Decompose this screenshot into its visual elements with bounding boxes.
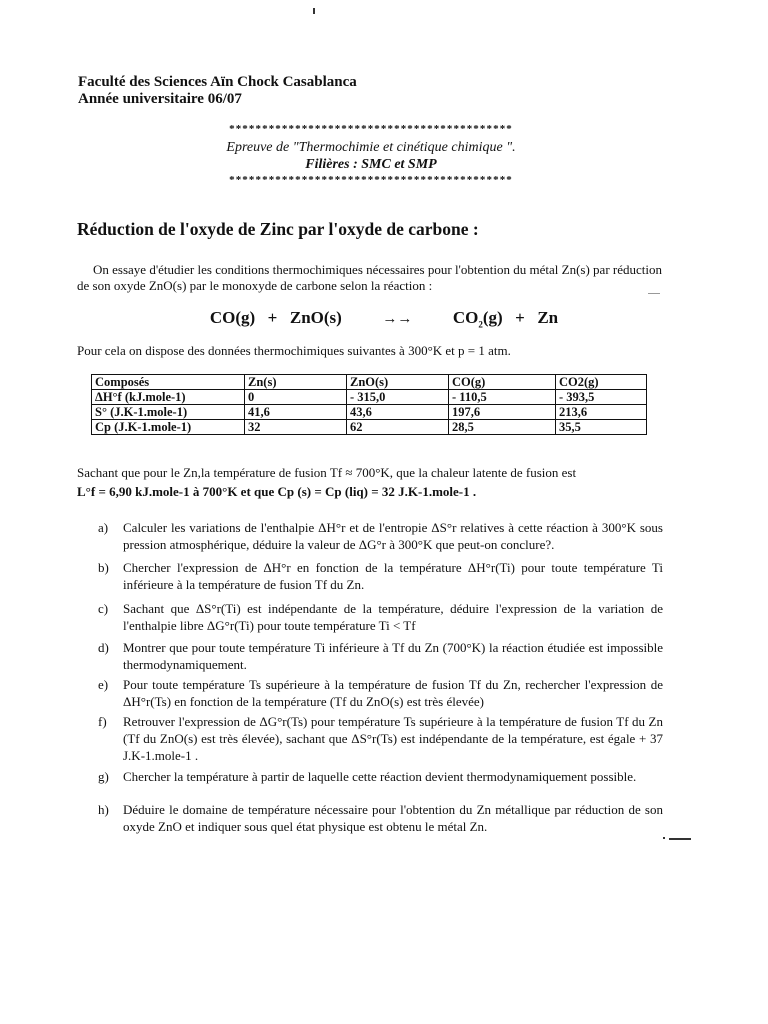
intro-paragraph: On essaye d'étudier les conditions thermochimiques nécessaires pour l'obtention du métal Zn(s) par réduction de son oxyde ZnO(s) par le monoxyde de carbone selon la réaction : (77, 262, 662, 293)
table-header-cell: Zn(s) (245, 375, 347, 390)
question-text: Montrer que pour toute température Ti inférieure à Tf du Zn (700°K) la réaction étudiée est impossible thermodynamiquement. (123, 640, 663, 672)
fusion-line-2: L°f = 6,90 kJ.mole-1 à 700°K et que Cp (s) = Cp (liq) = 32 J.K-1.mole-1 . (77, 484, 477, 499)
table-cell: - 110,5 (449, 390, 556, 405)
question-g (98, 768, 663, 785)
table-row (92, 390, 647, 405)
question-text: Chercher l'expression de ΔH°r en fonction de la température ΔH°r(Ti) pour toute température Ti inférieure à la température de fusion Tf du Zn. (123, 560, 663, 592)
faculty-name: Faculté des Sciences Aïn Chock Casablanca (78, 74, 357, 90)
table-cell: 28,5 (449, 420, 556, 435)
scan-speck (313, 8, 315, 14)
question-text: Déduire le domaine de température nécessaire pour l'obtention du Zn métallique par réduction de son oxyde ZnO et indiquer sous quel état physique est obtenu le métal Zn. (123, 802, 663, 834)
scan-speck (663, 837, 665, 839)
question-e (98, 676, 663, 710)
stars-bottom: ******************************************* (229, 174, 513, 186)
table-cell: 62 (347, 420, 449, 435)
question-label: a) (98, 520, 109, 535)
question-label: h) (98, 802, 109, 817)
table-cell: - 315,0 (347, 390, 449, 405)
table-header-cell: Composés (92, 375, 245, 390)
question-label: g) (98, 769, 109, 784)
question-label: d) (98, 640, 109, 655)
table-cell: 41,6 (245, 405, 347, 420)
table-header-cell: ZnO(s) (347, 375, 449, 390)
equation-rhs-rest: (g) + Zn (482, 308, 559, 327)
question-b (98, 559, 663, 593)
scan-speck (648, 293, 660, 294)
table-cell: - 393,5 (556, 390, 647, 405)
filieres: Filières : SMC et SMP (305, 157, 437, 172)
table-row (92, 405, 647, 420)
question-c (98, 600, 663, 634)
table-cell: 43,6 (347, 405, 449, 420)
equation-rhs-co: CO (452, 308, 479, 327)
question-text: Calculer les variations de l'enthalpie ΔH°r et de l'entropie ΔS°r relatives à cette réaction à 300°K sous pression atmosphérique, déduire la valeur de ΔG°r à 300°K que peut-on conclure?. (123, 520, 663, 552)
problem-title: Réduction de l'oxyde de Zinc par l'oxyde de carbone : (77, 219, 479, 239)
reaction-equation (0, 308, 768, 329)
table-cell: 35,5 (556, 420, 647, 435)
question-text: Chercher la température à partir de laquelle cette réaction devient thermodynamiquement possible. (123, 769, 637, 784)
exam-title: Epreuve de "Thermochimie et cinétique chimique ". (226, 140, 516, 155)
question-h (98, 801, 663, 835)
question-label: e) (98, 677, 109, 692)
fusion-line-1: Sachant que pour le Zn,la température de fusion Tf ≈ 700°K, que la chaleur latente de fusion est (77, 465, 577, 480)
question-d (98, 639, 663, 673)
table-header-row (92, 375, 647, 390)
question-a (98, 519, 663, 553)
equation-arrow: →→ (382, 311, 413, 327)
question-label: c) (98, 601, 109, 616)
table-row-label: ΔH°f (kJ.mole-1) (92, 390, 245, 405)
thermo-data-table (91, 374, 647, 435)
table-cell: 0 (245, 390, 347, 405)
stars-top: ******************************************* (229, 123, 513, 135)
table-cell: 32 (245, 420, 347, 435)
table-header-cell: CO(g) (449, 375, 556, 390)
question-text: Retrouver l'expression de ΔG°r(Ts) pour température Ts supérieure à la température de fusion Tf du Zn (Tf du ZnO(s) est très élevée), sachant que ΔS°r(Ts) est indépendante de la température, est égale + 37 J.K-1.mole-1 . (123, 714, 663, 763)
equation-rhs-sub: 2 (478, 319, 483, 330)
table-row-label: S° (J.K-1.mole-1) (92, 405, 245, 420)
question-text: Sachant que ΔS°r(Ti) est indépendante de la température, déduire l'expression de la variation de l'enthalpie libre ΔG°r(Ti) pour toute température Ti < Tf (123, 601, 663, 633)
question-text: Pour toute température Ts supérieure à la température de fusion Tf du Zn, rechercher l'expression de ΔH°r(Ts) en fonction de la température (Tf du ZnO(s) est très élevée) (123, 677, 663, 709)
table-row (92, 420, 647, 435)
academic-year: Année universitaire 06/07 (78, 91, 242, 107)
scan-speck (669, 838, 691, 840)
table-header-cell: CO2(g) (556, 375, 647, 390)
question-f (98, 713, 663, 764)
table-cell: 213,6 (556, 405, 647, 420)
equation-lhs: CO(g) + ZnO(s) (209, 308, 342, 327)
table-cell: 197,6 (449, 405, 556, 420)
table-row-label: Cp (J.K-1.mole-1) (92, 420, 245, 435)
question-label: b) (98, 560, 109, 575)
question-label: f) (98, 714, 107, 729)
data-intro: Pour cela on dispose des données thermochimiques suivantes à 300°K et p = 1 atm. (77, 343, 511, 358)
